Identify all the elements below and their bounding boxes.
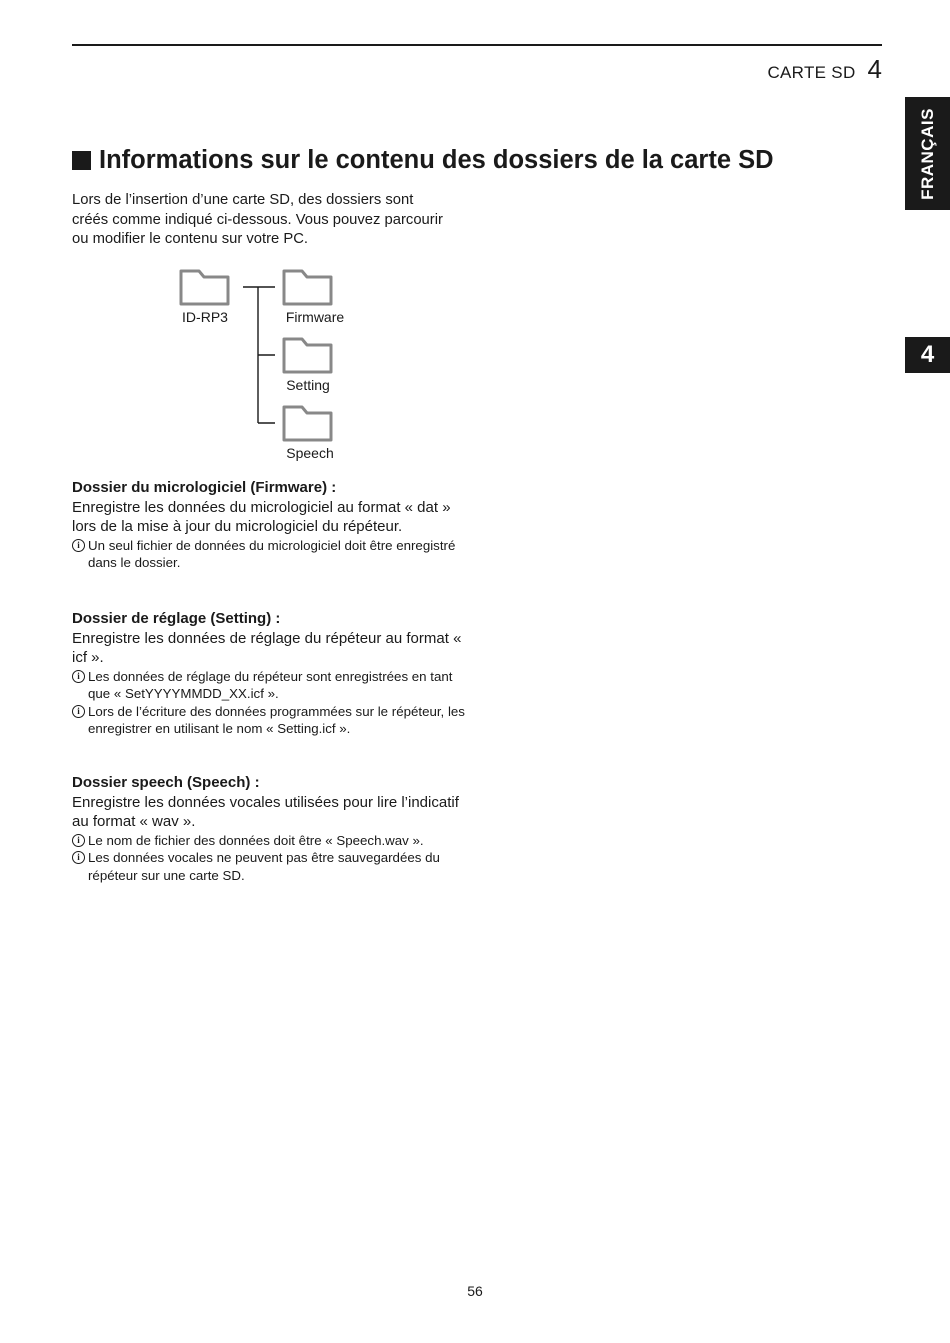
header-rule <box>72 44 882 46</box>
chapter-label: CARTE SD <box>767 63 856 82</box>
folder-icon-firmware <box>284 271 331 304</box>
setting-body: Enregistre les données de réglage du répéteur au format « icf ». <box>72 629 462 666</box>
section-title <box>72 146 774 175</box>
info-icon: i <box>72 670 85 683</box>
folder-label-root: ID-RP3 <box>182 309 228 325</box>
firmware-heading: Dossier du micrologiciel (Firmware) : <box>72 479 337 496</box>
info-icon: i <box>72 851 85 864</box>
speech-section <box>72 773 472 884</box>
speech-heading: Dossier speech (Speech) : <box>72 774 260 791</box>
chapter-number: 4 <box>867 54 882 84</box>
language-tab <box>905 97 950 210</box>
folder-label-speech: Speech <box>286 445 334 461</box>
folder-label-setting: Setting <box>286 377 330 393</box>
setting-note-1: i Les données de réglage du répéteur sont enregistrées en tant que « SetYYYYMMDD_XX.icf ». <box>72 668 472 703</box>
setting-note-2: i Lors de l’écriture des données programmées sur le répéteur, les enregistrer en utilisant le nom « Setting.icf ». <box>72 703 472 738</box>
firmware-body: Enregistre les données du micrologiciel au format « dat » lors de la mise à jour du micrologiciel du répéteur. <box>72 498 451 535</box>
firmware-section <box>72 478 472 572</box>
square-bullet-icon <box>72 151 91 170</box>
speech-note-1: i Le nom de fichier des données doit être « Speech.wav ». <box>72 832 472 850</box>
setting-section <box>72 609 472 738</box>
setting-heading: Dossier de réglage (Setting) : <box>72 610 281 627</box>
folder-label-firmware: Firmware <box>285 309 345 325</box>
speech-note-2: i Les données vocales ne peuvent pas être sauvegardées du répéteur sur une carte SD. <box>72 849 472 884</box>
intro-paragraph: Lors de l’insertion d’une carte SD, des dossiers sont créés comme indiqué ci-dessous. Vous pouvez parcourir ou modifier le contenu sur votre PC. <box>72 192 443 247</box>
language-tab-label: FRANÇAIS <box>917 107 937 200</box>
page-number: 56 <box>467 1283 483 1299</box>
info-icon: i <box>72 539 85 552</box>
info-icon: i <box>72 834 85 847</box>
chapter-tab: 4 <box>905 337 950 373</box>
section-title-text: Informations sur le contenu des dossiers de la carte SD <box>99 146 774 174</box>
folder-icon-root <box>181 271 228 304</box>
chapter-header <box>767 54 882 85</box>
firmware-note: i Un seul fichier de données du micrologiciel doit être enregistré dans le dossier. <box>72 537 472 572</box>
info-icon: i <box>72 705 85 718</box>
folder-icon-setting <box>284 339 331 372</box>
speech-body: Enregistre les données vocales utilisées pour lire l’indicatif au format « wav ». <box>72 793 459 830</box>
folder-icon-speech <box>284 407 331 440</box>
